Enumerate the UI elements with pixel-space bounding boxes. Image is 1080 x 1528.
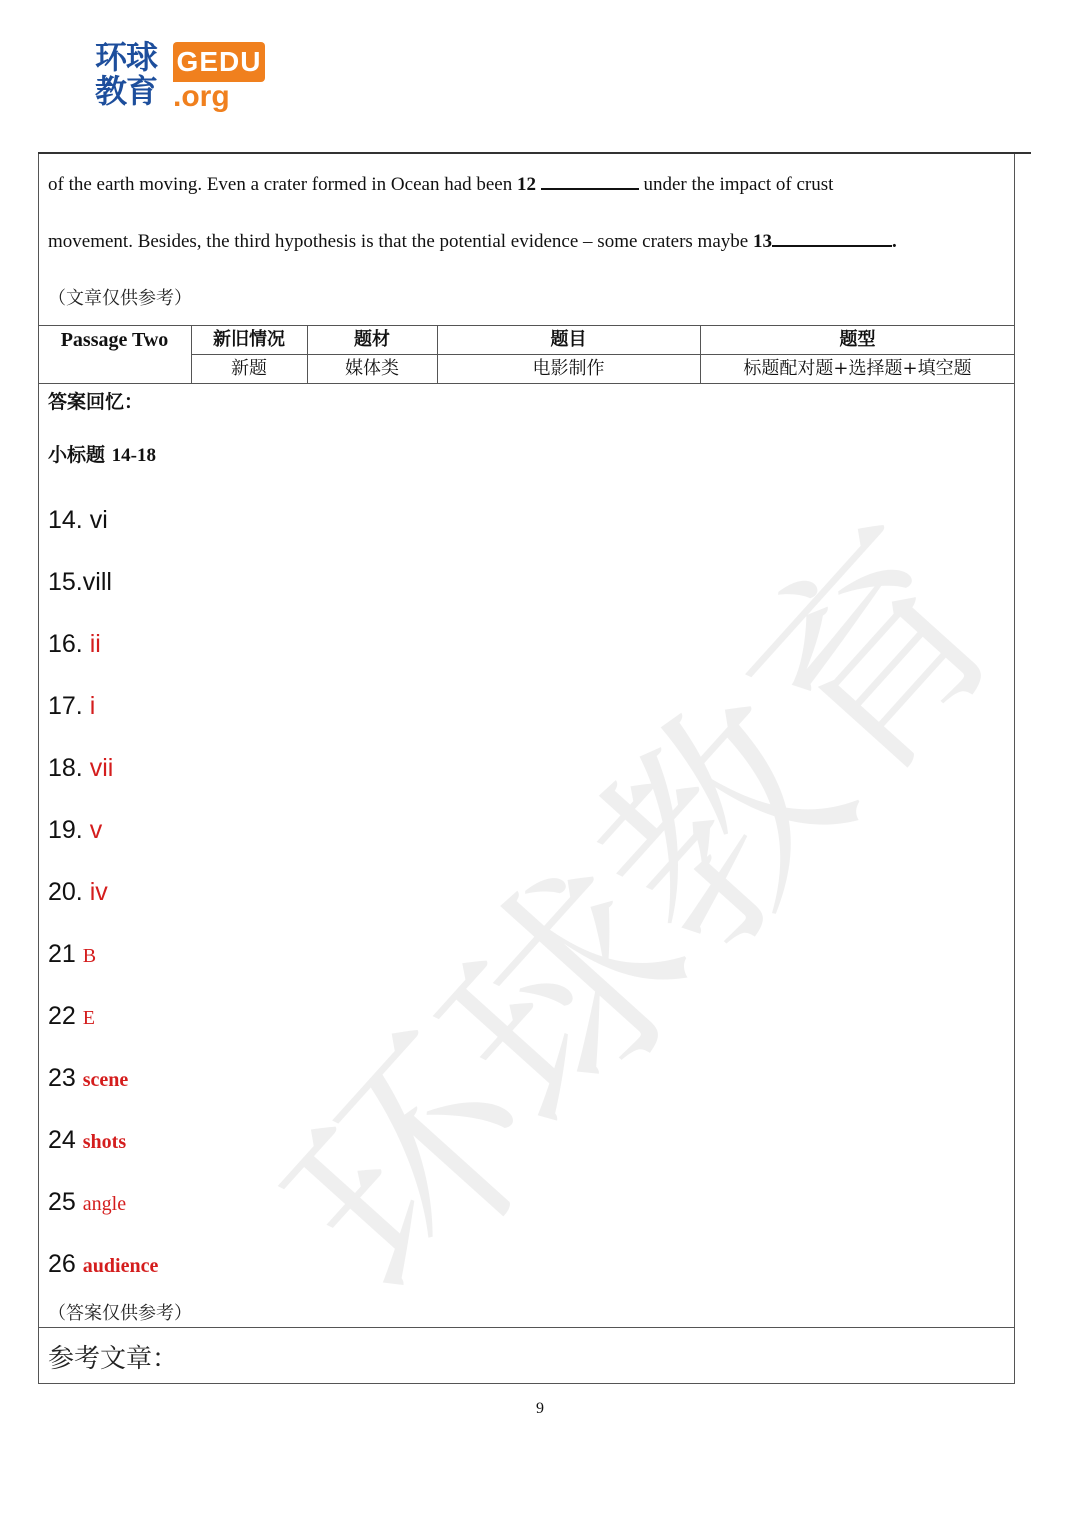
answer-17: 17. i — [48, 692, 96, 720]
question-number-13: 13 — [752, 231, 772, 252]
answer-26: 26 audience — [48, 1250, 159, 1278]
table-header-type: 题型 — [839, 329, 876, 350]
answer-24: 24 shots — [48, 1126, 127, 1154]
answer-14: 14. vi — [48, 506, 108, 534]
answer-22: 22 E — [48, 1002, 95, 1030]
table-header-topic: 题材 — [354, 329, 390, 350]
answers-subtitle: 小标题 14-18 — [48, 444, 156, 466]
answers-title: 答案回忆： — [48, 391, 144, 413]
answer-23: 23 scene — [48, 1064, 129, 1092]
table-header-status: 新旧情况 — [213, 329, 285, 350]
question-number-12: 12 — [517, 174, 536, 195]
answer-21: 21 B — [48, 940, 97, 968]
blank-13 — [772, 229, 892, 247]
table-cell-type: 标题配对题+选择题+填空题 — [743, 358, 972, 379]
logo-org-text: .org — [173, 80, 230, 113]
answer-15: 15.vill — [48, 568, 112, 596]
table-bottom-border — [38, 383, 1015, 384]
passage-line-1: of the earth moving. Even a crater formed in Ocean had been 12 under the impact of crust — [48, 174, 834, 195]
answer-18: 18. vii — [48, 754, 114, 782]
table-cell-title: 电影制作 — [532, 358, 605, 379]
blank-12 — [541, 172, 639, 190]
answer-25: 25 angle — [48, 1188, 127, 1216]
answers-note: （答案仅供参考） — [48, 1303, 192, 1324]
logo-chinese: 环球 教育 — [95, 38, 158, 110]
table-cell-status: 新题 — [231, 358, 267, 379]
answer-20: 20. iv — [48, 878, 108, 906]
page-number: 9 — [536, 1400, 544, 1417]
passage-note: （文章仅供参考） — [48, 288, 192, 309]
table-header-title: 题目 — [550, 329, 587, 350]
gedu-logo[interactable] — [95, 40, 270, 112]
table-cell-topic: 媒体类 — [345, 358, 399, 379]
answer-19: 19. v — [48, 816, 103, 844]
reference-divider — [38, 1327, 1015, 1328]
answer-16: 16. ii — [48, 630, 101, 658]
logo-gedu-badge: GEDU — [173, 42, 265, 82]
passage-line-2: movement. Besides, the third hypothesis is that the potential evidence – some craters maybe 13 . — [48, 231, 897, 252]
reference-title: 参考文章： — [48, 1344, 179, 1374]
passage-label: Passage Two — [60, 329, 169, 351]
watermark: 环球教育 — [239, 481, 1054, 1345]
